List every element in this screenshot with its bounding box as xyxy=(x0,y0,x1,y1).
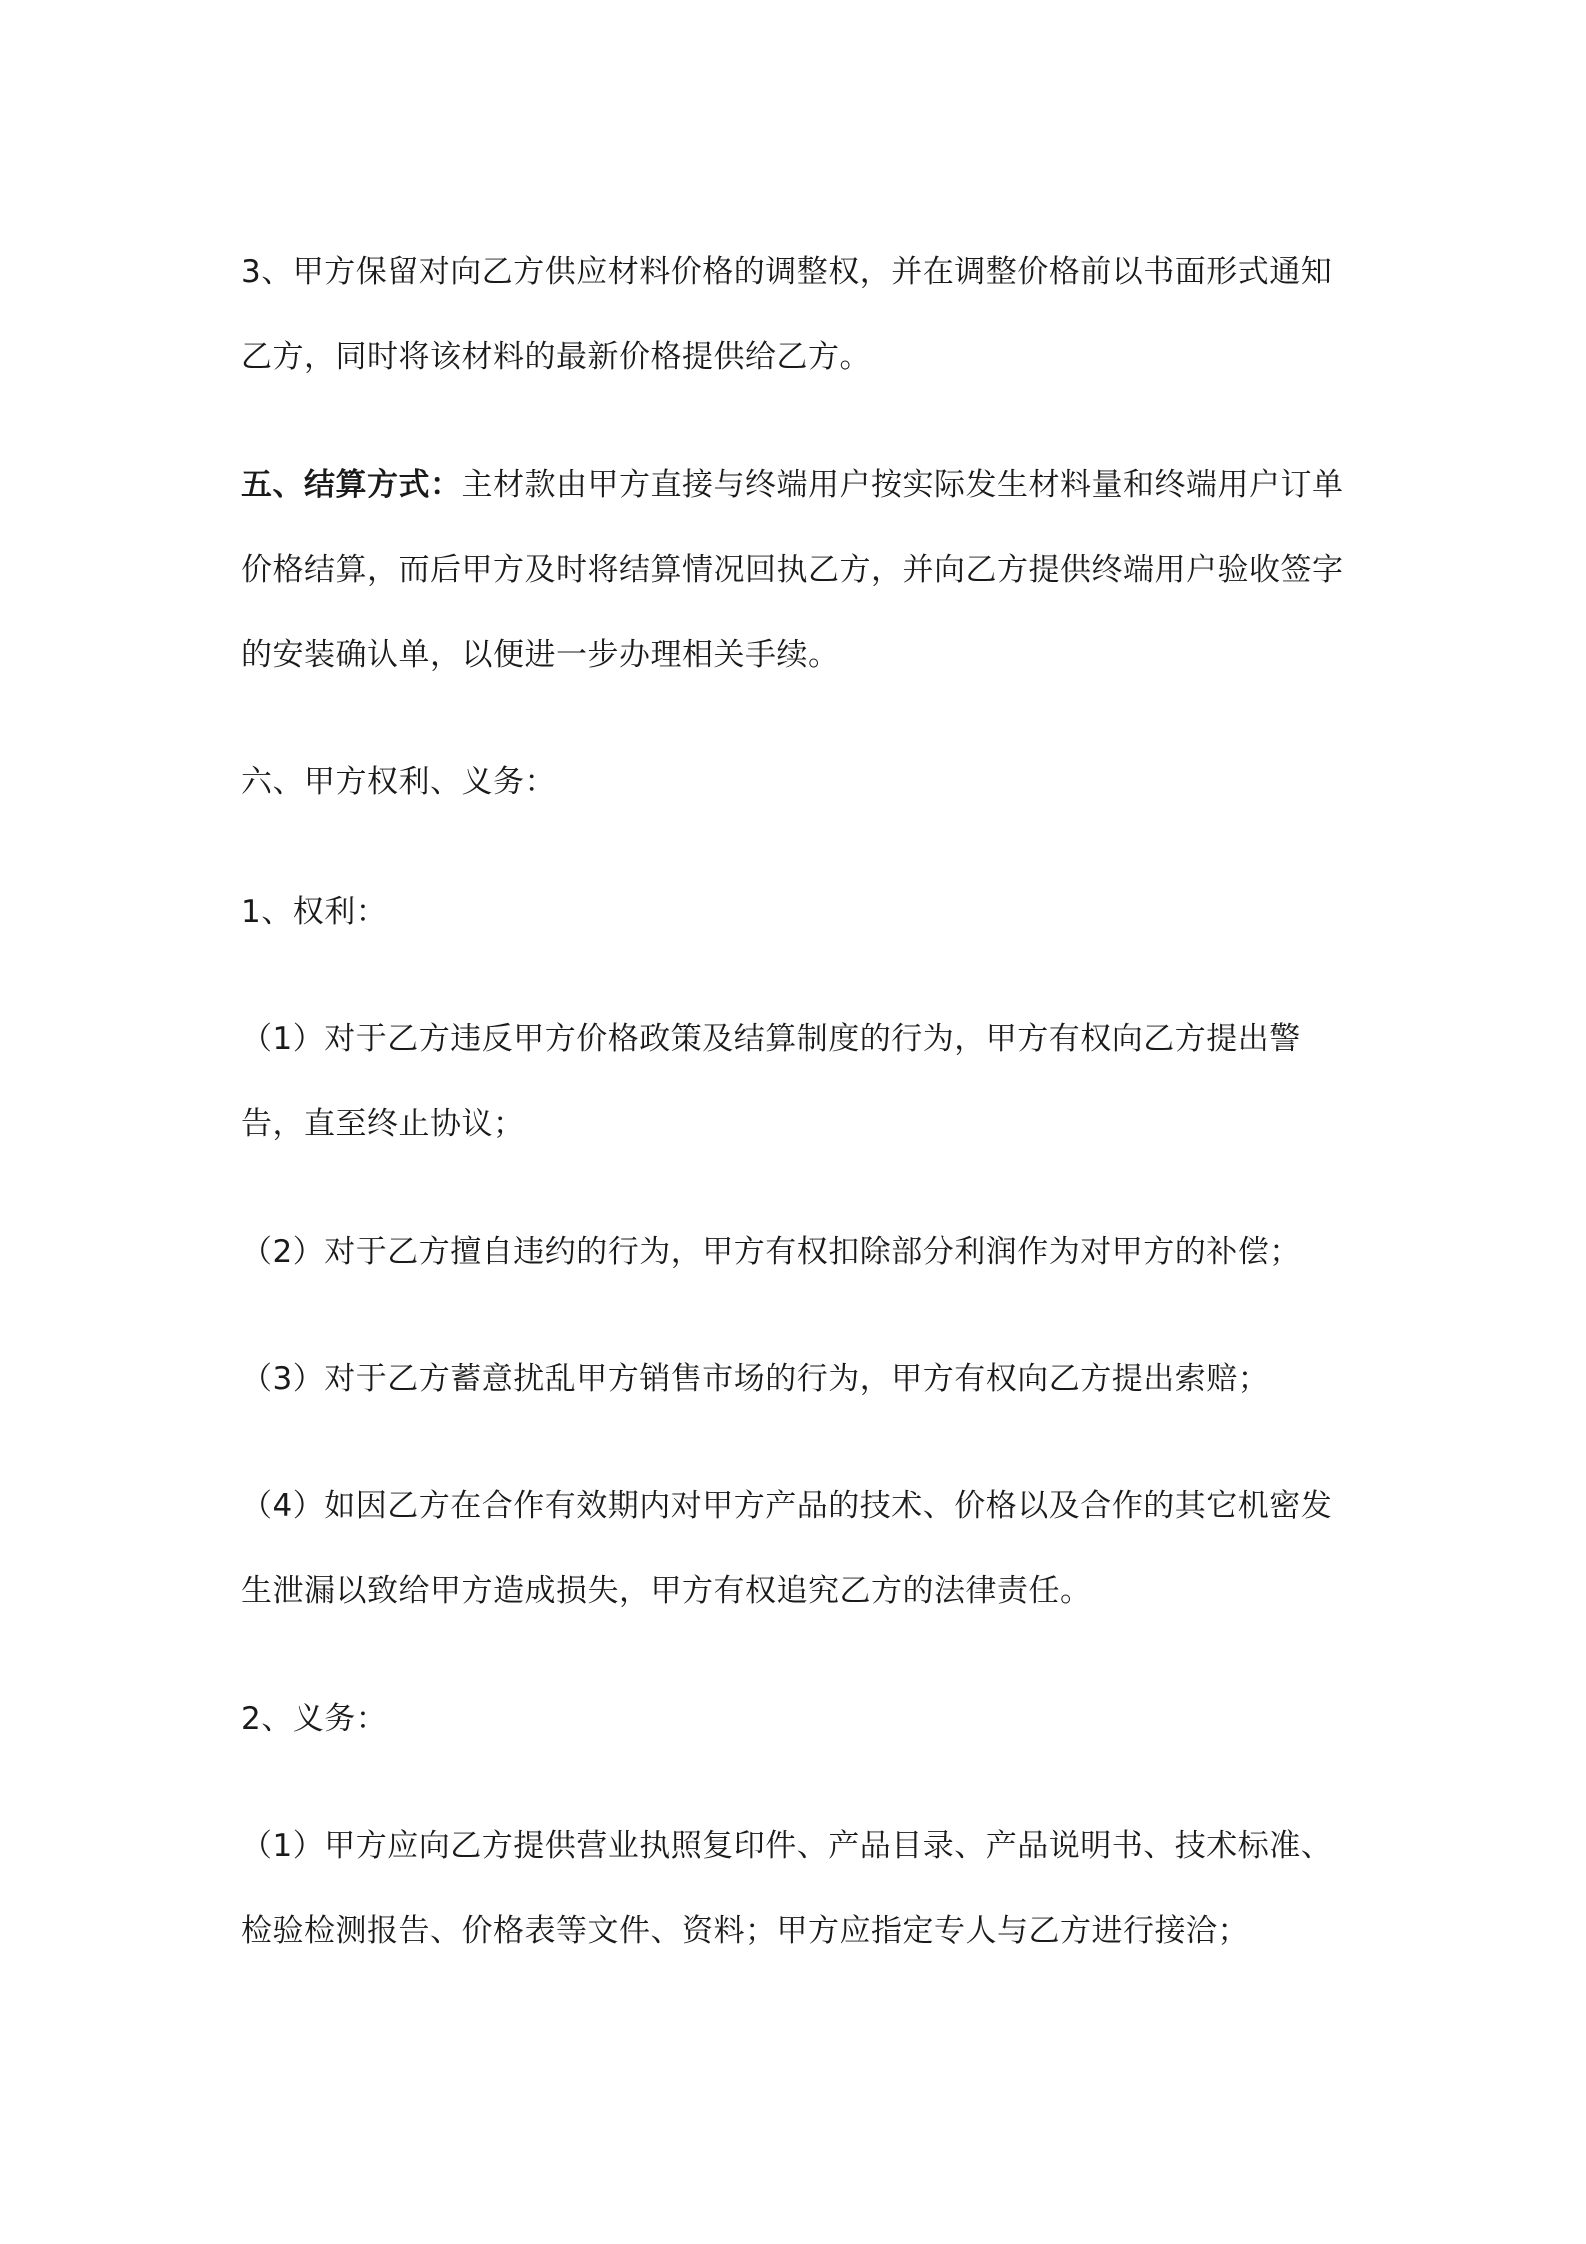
rights-heading: 1、权利： xyxy=(241,894,388,930)
rights-item-3: （3）对于乙方蓄意扰乱甲方销售市场的行为，甲方有权向乙方提出索赔； xyxy=(241,1361,1270,1397)
rights-item-4: （4）如因乙方在合作有效期内对甲方产品的技术、价格以及合作的其它机密发生泄漏以致给甲方造成损失，甲方有权追究乙方的法律责任。 xyxy=(241,1488,1333,1609)
rights-item-2: （2）对于乙方擅自违约的行为，甲方有权扣除部分利润作为对甲方的补偿； xyxy=(241,1234,1301,1270)
rights-item-1: （1）对于乙方违反甲方价格政策及结算制度的行为，甲方有权向乙方提出警告，直至终止协议； xyxy=(241,1021,1301,1142)
section-5-settlement xyxy=(241,443,1353,698)
clause-3-price-adjustment: 3、甲方保留对向乙方供应材料价格的调整权，并在调整价格前以书面形式通知乙方，同时将该材料的最新价格提供给乙方。 xyxy=(241,254,1333,375)
obligations-item-1: （1）甲方应向乙方提供营业执照复印件、产品目录、产品说明书、技术标准、检验检测报告、价格表等文件、资料；甲方应指定专人与乙方进行接洽； xyxy=(241,1828,1333,1949)
section-5-body: 主材款由甲方直接与终端用户按实际发生材料量和终端用户订单价格结算，而后甲方及时将结算情况回执乙方，并向乙方提供终端用户验收签字的安装确认单，以便进一步办理相关手续。 xyxy=(241,467,1344,673)
obligations-heading: 2、义务： xyxy=(241,1701,388,1737)
section-6-heading: 六、甲方权利、义务： xyxy=(241,764,556,800)
section-5-heading: 五、结算方式： xyxy=(241,467,462,503)
